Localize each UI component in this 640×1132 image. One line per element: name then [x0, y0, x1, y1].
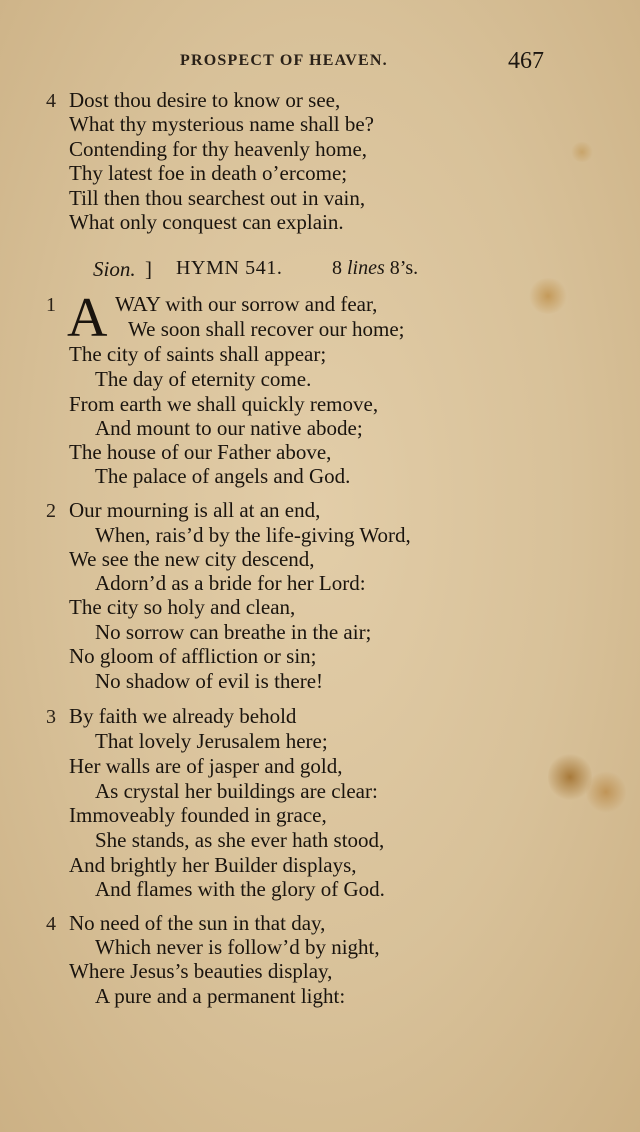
verse-line: What thy mysterious name shall be?: [69, 112, 375, 136]
verse-line: The palace of angels and God.: [95, 464, 351, 488]
verse-line: The day of eternity come.: [95, 367, 312, 391]
stanza-number: 3: [46, 706, 56, 728]
meter-word: lines: [347, 257, 385, 279]
verse-line: And mount to our native abode;: [95, 416, 363, 440]
verse-line: As crystal her buildings are clear:: [95, 779, 378, 803]
verse-line: The city of saints shall appear;: [69, 342, 327, 366]
page-number: 467: [508, 48, 544, 74]
page-header: [0, 48, 640, 78]
verse-line: And brightly her Builder displays,: [69, 853, 357, 877]
verse-line: Our mourning is all at an end,: [69, 498, 321, 522]
stanza-number: 1: [46, 294, 56, 316]
verse-line: We soon shall recover our home;: [128, 317, 405, 341]
verse-line: From earth we shall quickly remove,: [69, 392, 379, 416]
verse-line: Thy latest foe in death o’ercome;: [69, 161, 348, 185]
verse-line: Dost thou desire to know or see,: [69, 88, 341, 112]
verse-line: By faith we already behold: [69, 704, 297, 728]
verse-line: A pure and a permanent light:: [95, 984, 346, 1008]
verse-line: Where Jesus’s beauties display,: [69, 959, 333, 983]
verse-line: She stands, as she ever hath stood,: [95, 828, 385, 852]
paper-stain: [570, 142, 594, 162]
verse-line: When, rais’d by the life-giving Word,: [95, 523, 411, 547]
hymn-meter: [332, 257, 418, 280]
verse-line: That lovely Jerusalem here;: [95, 729, 328, 753]
verse-line: Immoveably founded in grace,: [69, 803, 327, 827]
hymn-heading: [0, 257, 640, 287]
verse-line: The city so holy and clean,: [69, 595, 296, 619]
stanza-number: 4: [46, 90, 56, 112]
verse-line: What only conquest can explain.: [69, 210, 344, 234]
verse-line: WAY with our sorrow and fear,: [115, 292, 378, 316]
verse-line: Her walls are of jasper and gold,: [69, 754, 343, 778]
stanza-number: 4: [46, 913, 56, 935]
paper-stain: [548, 752, 592, 802]
verse-line: No shadow of evil is there!: [95, 669, 324, 693]
meter-count: 8: [332, 257, 342, 279]
tune-name: Sion.: [93, 257, 136, 281]
verse-line: No sorrow can breathe in the air;: [95, 620, 372, 644]
hymn-title: HYMN 541.: [176, 257, 283, 279]
drop-cap: A: [67, 287, 108, 349]
verse-line: Contending for thy heavenly home,: [69, 137, 368, 161]
verse-line: Till then thou searchest out in vain,: [69, 186, 366, 210]
verse-line: No need of the sun in that day,: [69, 911, 326, 935]
running-head: PROSPECT OF HEAVEN.: [180, 52, 388, 69]
verse-line: And flames with the glory of God.: [95, 877, 385, 901]
verse-line: The house of our Father above,: [69, 440, 332, 464]
tune-bracket: ]: [145, 257, 152, 281]
paper-stain: [586, 770, 626, 814]
meter-value: 8’s.: [389, 257, 419, 279]
verse-line: Which never is follow’d by night,: [95, 935, 380, 959]
verse-line: No gloom of affliction or sin;: [69, 644, 317, 668]
stanza-number: 2: [46, 500, 56, 522]
verse-line: Adorn’d as a bride for her Lord:: [95, 571, 366, 595]
verse-line: We see the new city descend,: [69, 547, 315, 571]
